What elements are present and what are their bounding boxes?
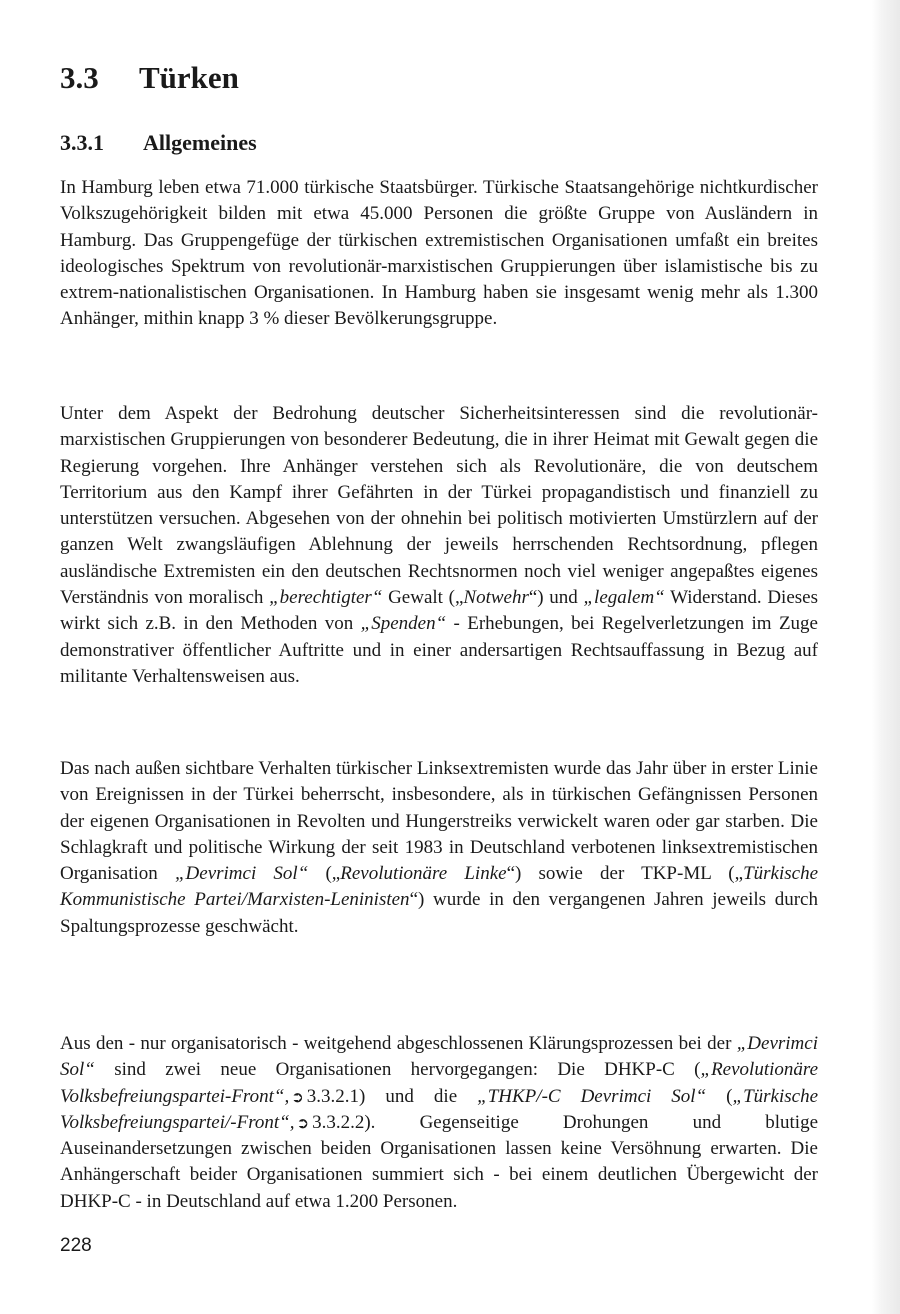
subsection-number: 3.3.1 — [60, 130, 104, 155]
paragraph-4 — [60, 1031, 818, 1215]
section-number: 3.3 — [60, 60, 99, 95]
p2-text-i: - Erhebungen, bei Regelverletzungen im Zuge demonstrativer öffentlicher Auftritte und in einer andersartigen Rechtsauffassung in Bezug auf militante Verhaltensweisen aus. — [60, 613, 818, 687]
p3-text-g: “) wurde in den vergangenen Jahren jeweils durch Spaltungsprozesse geschwächt. — [60, 889, 818, 937]
p4-quote-devrimci-sol: „Devrimci Sol“ — [60, 1033, 818, 1081]
subsection-heading — [60, 128, 257, 158]
cross-reference-arrow-icon: ➲ — [296, 1113, 310, 1132]
p4-text-g: ( — [706, 1085, 733, 1107]
p2-text-c: Gewalt („ — [382, 587, 464, 609]
p4-quote-volksbefreiungspartei: „Türkische Volksbefreiungspartei/-Front“, — [60, 1085, 819, 1133]
section-heading — [60, 58, 239, 98]
paragraph-2 — [60, 401, 818, 690]
p2-quote-berechtigter: „berechtigter“ — [269, 587, 383, 609]
page-number: 228 — [60, 1235, 92, 1256]
p3-text-e: “) sowie der TKP-ML („ — [506, 863, 744, 885]
p3-text-a: Das nach außen sichtbare Verhalten türkischer Linksextremisten wurde das Jahr über in erster Linie von Ereignissen in der Türkei beherrscht, insbesondere, als in türkischen Gefängnissen Personen der eigenen Organisationen in Revolten und Hungerstreiks verwickelt waren oder gar starben. Die Schlagkraft und politische Wirkung der seit 1983 in Deutschland verbotenen linksextremistischen Organisation — [60, 758, 818, 885]
p2-quote-notwehr: Notwehr — [463, 587, 529, 609]
p2-quote-legalem: „legalem“ — [583, 587, 665, 609]
p4-quote-dhkp-c: „Revolutionäre Volksbefreiungspartei-Front“, — [60, 1059, 818, 1107]
paragraph-3 — [60, 756, 818, 940]
p2-quote-spenden: „Spenden“ — [360, 613, 447, 635]
p3-quote-revolutionaere-linke: Revolutionäre Linke — [340, 863, 507, 885]
p3-text-c: („ — [308, 863, 341, 885]
p2-text-g: Widerstand. Dieses wirkt sich z.B. in den Methoden von — [60, 587, 818, 635]
p4-text-a: Aus den - nur organisatorisch - weitgehend abgeschlossenen Klärungsprozessen bei der — [60, 1033, 737, 1054]
p3-quote-tkp-ml: Türkische Kommunistische Partei/Marxisten-Leninisten — [60, 863, 818, 911]
p3-quote-devrimci-sol: „Devrimci Sol“ — [174, 863, 309, 885]
p4-text-c: sind zwei neue Organisationen hervorgegangen: Die DHKP-C ( — [94, 1059, 701, 1081]
section-title: Türken — [139, 60, 239, 95]
p4-text-i: 3.3.2.2). Gegenseitige Drohungen und blutige Auseinandersetzungen zwischen beiden Organisationen lassen keine Versöhnung erwarten. Die Anhängerschaft beider Organisationen summiert sich - bei einem deutlichen Übergewicht der DHKP-C - in Deutschland auf etwa 1.200 Personen. — [60, 1111, 818, 1212]
p2-text-a: Unter dem Aspekt der Bedrohung deutscher Sicherheitsinteressen sind die revolutionär-marxistischen Gruppierungen von besonderer Bedeutung, die in ihrer Heimat mit Gewalt gegen die Regierung vorgehen. Ihre Anhänger verstehen sich als Revolutionäre, die von deutschem Territorium aus den Kampf ihrer Gefährten in der Türkei propagandistisch und finanziell zu unterstützen versuchen. Abgesehen von der ohnehin bei politisch motivierten Umstürzlern auf der ganzen Welt zwangsläufigen Ablehnung der jeweils herrschenden Rechtsordnung, pflegen ausländische Extremisten ein den deutschen Rechtsnormen noch viel weniger angepaßtes eigenes Verständnis von moralisch — [60, 403, 818, 609]
page-edge-shadow — [872, 0, 900, 1314]
cross-reference-arrow-icon: ➲ — [291, 1087, 304, 1106]
subsection-title: Allgemeines — [143, 130, 257, 155]
p2-text-e: “) und — [528, 587, 584, 609]
p4-text-e: 3.3.2.1) und die — [306, 1085, 478, 1107]
paragraph-1: In Hamburg leben etwa 71.000 türkische Staatsbürger. Türkische Staatsangehörige nichtkurdischer Volkszugehörigkeit bilden mit etwa 45.000 Personen die größte Gruppe von Ausländern in Hamburg. Das Gruppengefüge der türkischen extremistischen Organisationen umfaßt ein breites ideologisches Spektrum von revolutionär-marxistischen Gruppierungen über islamistische bis zu extrem-nationalistischen Organisationen. In Hamburg haben sie insgesamt wenig mehr als 1.300 Anhänger, mithin knapp 3 % dieser Bevölkerungsgruppe. — [60, 177, 818, 330]
p4-quote-thkp-c: „THKP/-C Devrimci Sol“ — [477, 1085, 707, 1107]
